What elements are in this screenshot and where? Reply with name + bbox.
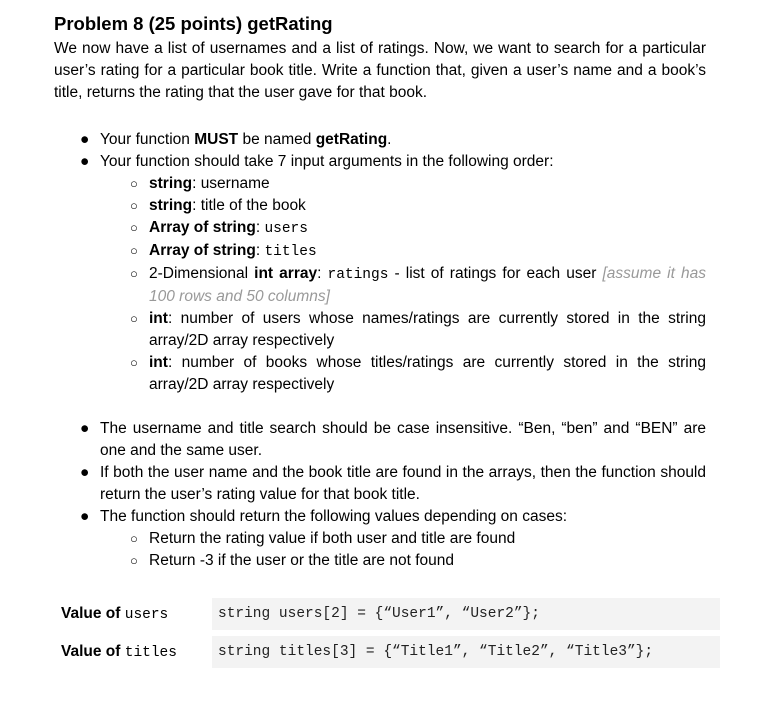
list-item: ● The username and title search should be case insensitive. “Ben, “ben” and “BEN” are one and the same user. bbox=[80, 420, 706, 459]
list-item: ○ string: username bbox=[54, 173, 706, 195]
bullet-icon: ● bbox=[80, 153, 90, 170]
list-item: ● If both the user name and the book title are found in the arrays, then the function should return the user’s rating value for that book title. bbox=[80, 464, 706, 503]
list-item: ○ Return the rating value if both user and title are found bbox=[54, 528, 706, 550]
arguments-list bbox=[54, 173, 706, 396]
bullet-icon: ● bbox=[80, 464, 90, 481]
list-item: ○ Array of string: users bbox=[130, 219, 308, 237]
hollow-bullet-icon: ○ bbox=[130, 311, 138, 326]
hollow-bullet-icon: ○ bbox=[130, 531, 138, 546]
bullet-icon: ● bbox=[80, 131, 90, 148]
rules-list bbox=[54, 418, 706, 572]
example-label: Value of titles bbox=[61, 643, 177, 661]
list-item: ○ 2-Dimensional int array: ratings - list of ratings for each user [assume it has 100 rows and 50 columns] bbox=[130, 265, 706, 305]
example-code: string users[2] = {“User1”, “User2”}; bbox=[212, 598, 720, 630]
example-code: string titles[3] = {“Title1”, “Title2”, “Title3”}; bbox=[212, 636, 720, 668]
bullet-icon: ● bbox=[80, 508, 90, 525]
list-item bbox=[54, 151, 706, 173]
hollow-bullet-icon: ○ bbox=[130, 220, 138, 235]
table-row bbox=[55, 636, 720, 668]
hollow-bullet-icon: ○ bbox=[130, 355, 138, 370]
problem-section bbox=[54, 12, 706, 572]
hollow-bullet-icon: ○ bbox=[130, 198, 138, 213]
list-item: ○ int: number of books whose titles/ratings are currently stored in the string array/2D array respectively bbox=[130, 354, 706, 393]
return-values-list bbox=[54, 528, 706, 572]
problem-title: Problem 8 (25 points) getRating bbox=[54, 13, 333, 34]
assumption-note: [assume it has 100 rows and 50 columns] bbox=[149, 265, 706, 305]
hollow-bullet-icon: ○ bbox=[130, 243, 138, 258]
list-item: ○ Array of string: titles bbox=[130, 242, 317, 260]
problem-intro: We now have a list of usernames and a list of ratings. Now, we want to search for a particular user’s rating for a particular book title. Write a function that, given a user’s name and a book’s title, returns the rating that the user gave for that book. bbox=[54, 40, 706, 101]
list-item: ● The function should return the following values depending on cases: bbox=[54, 506, 706, 528]
args-intro: Your function should take 7 input arguments in the following order: bbox=[100, 153, 554, 170]
examples-table bbox=[55, 592, 720, 674]
hollow-bullet-icon: ○ bbox=[130, 553, 138, 568]
hollow-bullet-icon: ○ bbox=[130, 176, 138, 191]
list-item: ○ int: number of users whose names/ratings are currently stored in the string array/2D array respectively bbox=[130, 310, 706, 349]
list-item: ○ string: title of the book bbox=[54, 195, 706, 217]
list-item: ● Your function MUST be named getRating. bbox=[54, 129, 706, 151]
example-label: Value of users bbox=[61, 605, 169, 623]
table-row bbox=[55, 598, 720, 630]
bullet-icon: ● bbox=[80, 420, 90, 437]
requirements-list bbox=[54, 129, 706, 396]
list-item: ○ Return -3 if the user or the title are not found bbox=[54, 550, 706, 572]
hollow-bullet-icon: ○ bbox=[130, 266, 138, 281]
